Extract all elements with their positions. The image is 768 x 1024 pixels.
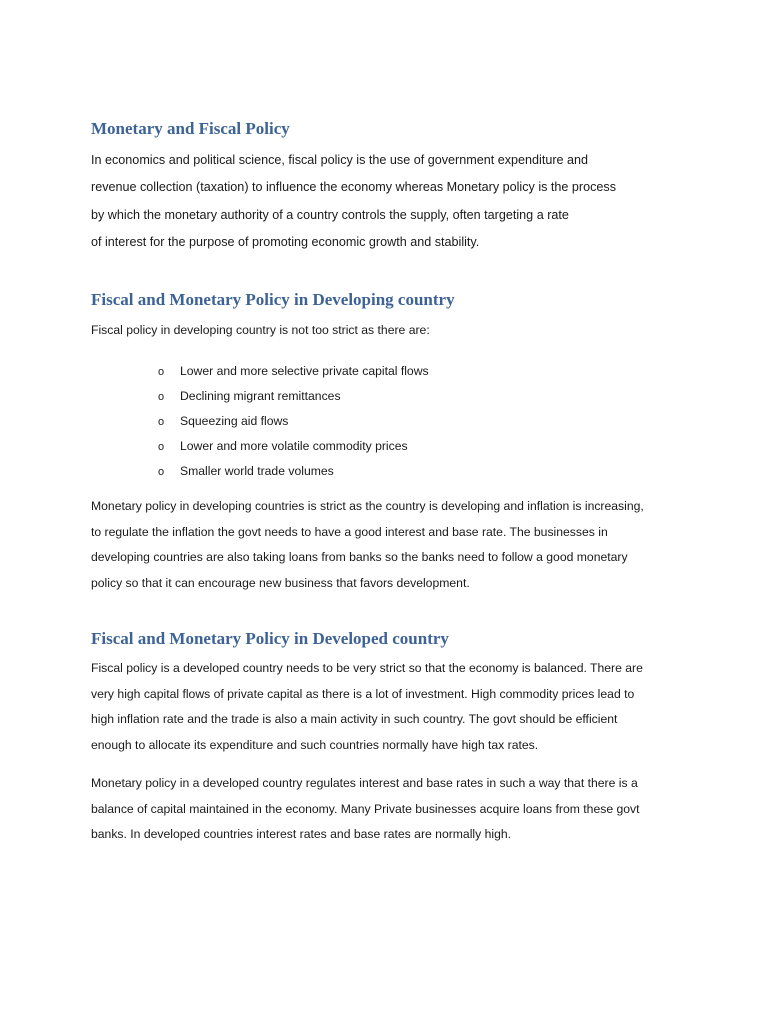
intro-line: revenue collection (taxation) to influence the economy whereas Monetary policy is the process (91, 180, 617, 195)
list-item (158, 359, 429, 384)
developed-monetary-paragraph (91, 771, 691, 848)
bullet-icon: o (158, 441, 165, 453)
developing-monetary-line: developing countries are also taking loans from banks so the banks need to follow a good monetary (91, 550, 628, 564)
developed-monetary-line: balance of capital maintained in the economy. Many Private businesses acquire loans from these govt (91, 801, 640, 816)
list-item (158, 409, 429, 434)
bullet-icon: o (158, 366, 165, 378)
list-item (158, 434, 429, 459)
developed-fiscal-paragraph (91, 656, 691, 758)
heading-developed-country: Fiscal and Monetary Policy in Developed country (91, 629, 449, 648)
intro-paragraph (91, 147, 691, 256)
list-item (158, 384, 429, 409)
developed-fiscal-line: enough to allocate its expenditure and such countries normally have high tax rates. (91, 737, 539, 752)
bullet-text: Smaller world trade volumes (180, 464, 334, 478)
developing-lead-line: Fiscal policy in developing country is not too strict as there are: (91, 323, 430, 337)
developed-fiscal-line: Fiscal policy is a developed country needs to be very strict so that the economy is balanced. There are (91, 661, 643, 675)
list-item (158, 459, 429, 484)
developing-monetary-line: policy so that it can encourage new business that favors development. (91, 575, 470, 590)
bullet-text: Lower and more volatile commodity prices (180, 439, 408, 453)
developed-monetary-line: banks. In developed countries interest rates and base rates are normally high. (91, 827, 512, 841)
heading-monetary-fiscal-policy: Monetary and Fiscal Policy (91, 119, 290, 138)
developing-monetary-line: Monetary policy in developing countries is strict as the country is developing and inflation is increasing, (91, 499, 644, 513)
bullet-text: Declining migrant remittances (180, 389, 341, 403)
intro-line: In economics and political science, fiscal policy is the use of government expenditure and (91, 153, 589, 167)
intro-line: of interest for the purpose of promoting economic growth and stability. (91, 234, 480, 249)
developed-fiscal-line: very high capital flows of private capital as there is a lot of investment. High commodity prices lead to (91, 686, 635, 701)
bullet-icon: o (158, 466, 165, 478)
developing-fiscal-lead (91, 318, 691, 344)
developing-bullet-list (158, 359, 429, 484)
developed-fiscal-line: high inflation rate and the trade is also a main activity in such country. The govt should be efficient (91, 712, 618, 726)
developing-monetary-line: to regulate the inflation the govt needs to have a good interest and base rate. The businesses in (91, 524, 608, 539)
bullet-icon: o (158, 391, 165, 403)
bullet-icon: o (158, 416, 165, 428)
bullet-text: Squeezing aid flows (180, 414, 289, 428)
heading-developing-country: Fiscal and Monetary Policy in Developing country (91, 290, 455, 309)
intro-line: by which the monetary authority of a country controls the supply, often targeting a rate (91, 207, 569, 222)
developed-monetary-line: Monetary policy in a developed country regulates interest and base rates in such a way that there is a (91, 776, 638, 790)
bullet-text: Lower and more selective private capital flows (180, 364, 429, 378)
developing-monetary-paragraph (91, 494, 691, 596)
